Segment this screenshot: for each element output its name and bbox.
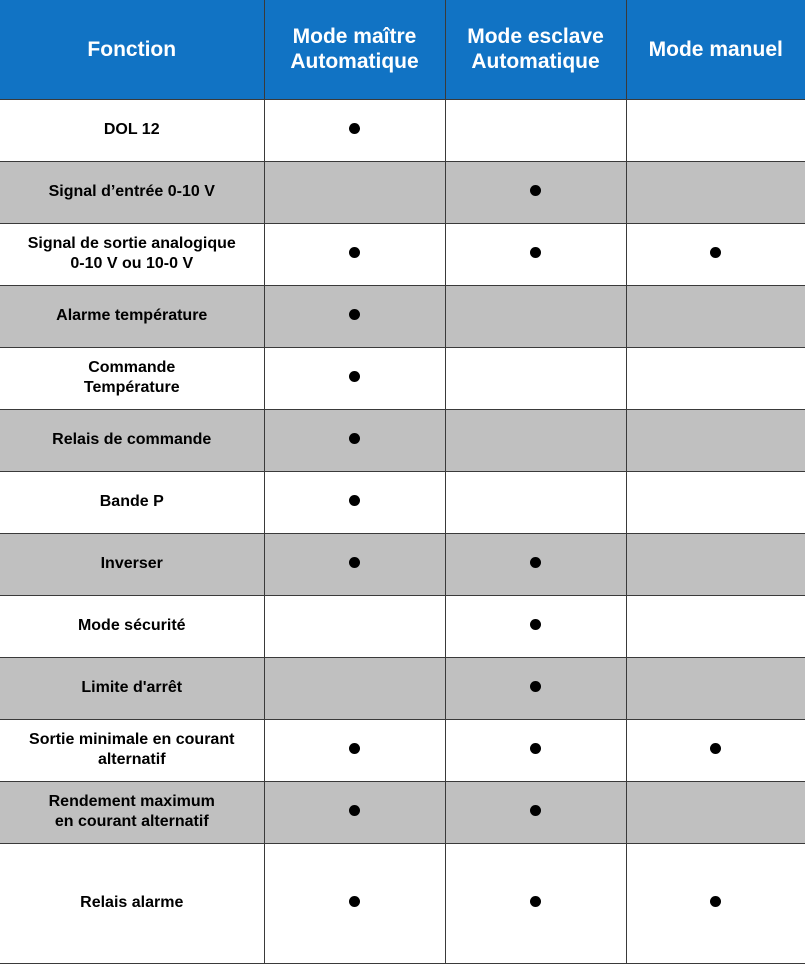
header-row: [0, 0, 805, 99]
mode-cell-maitre: [264, 781, 445, 843]
mode-cell-maitre: [264, 223, 445, 285]
mode-cell-esclave: [445, 161, 626, 223]
mode-cell-manuel: [626, 843, 805, 963]
mode-cell-manuel: [626, 781, 805, 843]
header-mode-manuel: Mode manuel: [626, 0, 805, 99]
function-cell: Rendement maximum en courant alternatif: [0, 781, 264, 843]
mode-cell-maitre: [264, 99, 445, 161]
table-row: [0, 657, 805, 719]
function-cell: Relais alarme: [0, 843, 264, 963]
mode-cell-maitre: [264, 347, 445, 409]
table-row: [0, 409, 805, 471]
mode-cell-esclave: [445, 533, 626, 595]
bullet-marker-icon: [530, 805, 541, 816]
mode-cell-maitre: [264, 409, 445, 471]
bullet-marker-icon: [710, 743, 721, 754]
mode-cell-maitre: [264, 595, 445, 657]
mode-cell-esclave: [445, 285, 626, 347]
bullet-marker-icon: [530, 896, 541, 907]
table-row: [0, 223, 805, 285]
mode-cell-maitre: [264, 657, 445, 719]
bullet-marker-icon: [530, 681, 541, 692]
table-row: [0, 471, 805, 533]
mode-cell-maitre: [264, 843, 445, 963]
bullet-marker-icon: [530, 247, 541, 258]
function-cell: Bande P: [0, 471, 264, 533]
table-row: [0, 99, 805, 161]
mode-cell-manuel: [626, 409, 805, 471]
mode-cell-maitre: [264, 161, 445, 223]
bullet-marker-icon: [349, 247, 360, 258]
function-cell: Signal d’entrée 0-10 V: [0, 161, 264, 223]
mode-cell-manuel: [626, 347, 805, 409]
mode-cell-esclave: [445, 719, 626, 781]
mode-cell-maitre: [264, 533, 445, 595]
header-mode-maitre: Mode maître Automatique: [264, 0, 445, 99]
mode-cell-manuel: [626, 533, 805, 595]
mode-cell-manuel: [626, 99, 805, 161]
mode-cell-manuel: [626, 161, 805, 223]
function-cell: Alarme température: [0, 285, 264, 347]
function-cell: Commande Température: [0, 347, 264, 409]
mode-cell-esclave: [445, 347, 626, 409]
table-body: [0, 99, 805, 963]
mode-cell-maitre: [264, 471, 445, 533]
mode-cell-esclave: [445, 471, 626, 533]
mode-cell-manuel: [626, 223, 805, 285]
table-row: [0, 843, 805, 963]
mode-cell-manuel: [626, 285, 805, 347]
mode-cell-maitre: [264, 719, 445, 781]
mode-cell-esclave: [445, 595, 626, 657]
mode-cell-esclave: [445, 99, 626, 161]
function-cell: Signal de sortie analogique 0-10 V ou 10-0 V: [0, 223, 264, 285]
table-row: [0, 533, 805, 595]
mode-cell-manuel: [626, 471, 805, 533]
bullet-marker-icon: [349, 805, 360, 816]
table-row: [0, 285, 805, 347]
bullet-marker-icon: [530, 557, 541, 568]
function-cell: DOL 12: [0, 99, 264, 161]
mode-cell-manuel: [626, 595, 805, 657]
bullet-marker-icon: [530, 185, 541, 196]
function-cell: Mode sécurité: [0, 595, 264, 657]
table-row: [0, 719, 805, 781]
mode-cell-esclave: [445, 409, 626, 471]
function-cell: Sortie minimale en courant alternatif: [0, 719, 264, 781]
function-cell: Limite d'arrêt: [0, 657, 264, 719]
bullet-marker-icon: [349, 743, 360, 754]
bullet-marker-icon: [349, 123, 360, 134]
bullet-marker-icon: [349, 495, 360, 506]
function-cell: Relais de commande: [0, 409, 264, 471]
mode-cell-esclave: [445, 843, 626, 963]
function-cell: Inverser: [0, 533, 264, 595]
bullet-marker-icon: [710, 896, 721, 907]
bullet-marker-icon: [349, 309, 360, 320]
table-header: [0, 0, 805, 99]
mode-cell-esclave: [445, 781, 626, 843]
header-fonction: Fonction: [0, 0, 264, 99]
mode-cell-esclave: [445, 657, 626, 719]
bullet-marker-icon: [530, 743, 541, 754]
bullet-marker-icon: [349, 433, 360, 444]
bullet-marker-icon: [710, 247, 721, 258]
bullet-marker-icon: [349, 371, 360, 382]
table-row: [0, 595, 805, 657]
table-row: [0, 347, 805, 409]
mode-cell-esclave: [445, 223, 626, 285]
header-mode-esclave: Mode esclave Automatique: [445, 0, 626, 99]
mode-cell-maitre: [264, 285, 445, 347]
table-row: [0, 161, 805, 223]
bullet-marker-icon: [530, 619, 541, 630]
table-row: [0, 781, 805, 843]
bullet-marker-icon: [349, 896, 360, 907]
mode-cell-manuel: [626, 657, 805, 719]
bullet-marker-icon: [349, 557, 360, 568]
mode-cell-manuel: [626, 719, 805, 781]
